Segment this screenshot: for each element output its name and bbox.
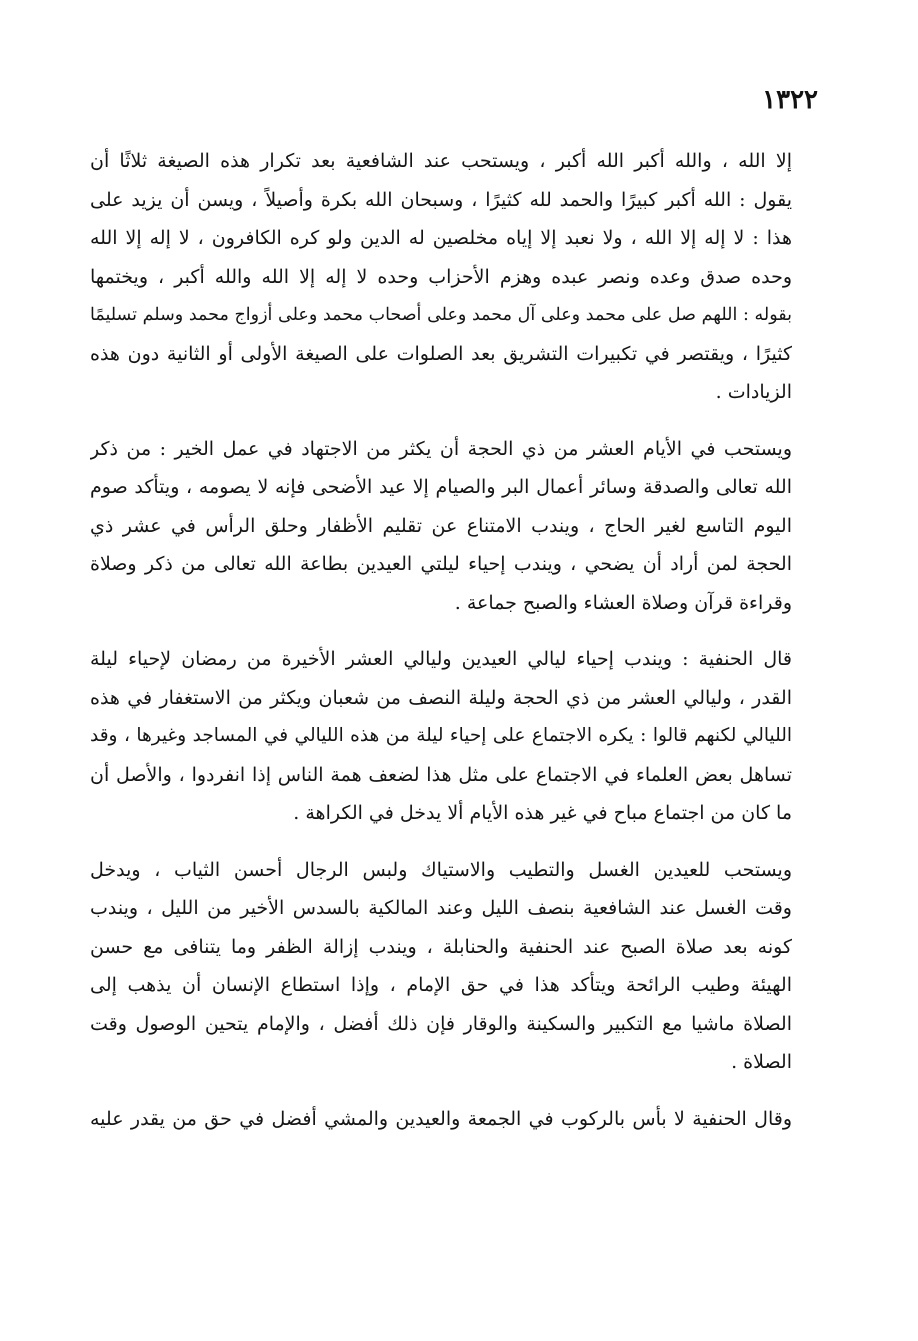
text-line: كثيرًا ، ويقتصر في تكبيرات التشريق بعد الصلوات على الصيغة الأولى أو الثانية دون هذه: [90, 342, 792, 365]
text-line: القدر ، وليالي العشر من ذي الحجة وليلة النصف من شعبان ويكثر من الاستغفار في هذه: [90, 686, 792, 709]
text-line: الليالي لكنهم قالوا : يكره الاجتماع على إحياء ليلة من هذه الليالي في المساجد وغيرها ، وقد: [90, 725, 792, 746]
text-line: بقوله : اللهم صل على محمد وعلى آل محمد وعلى أصحاب محمد وعلى أزواج محمد وسلم تسليمًا: [90, 305, 792, 325]
text-line: وقراءة قرآن وصلاة العشاء والصبح جماعة .: [454, 591, 792, 614]
paragraph-3: [90, 640, 792, 833]
paragraph-2: [90, 430, 792, 623]
text-line: وحده صدق وعده ونصر عبده وهزم الأحزاب وحده لا إله إلا الله والله أكبر ، ويختمها: [90, 265, 792, 288]
text-line: كونه بعد صلاة الصبح عند الحنفية والحنابلة ، ويندب إزالة الظفر وما يتنافى مع حسن: [90, 935, 792, 958]
page-number: ١٣٢٢: [762, 85, 818, 115]
text-line: اليوم التاسع لغير الحاج ، ويندب الامتناع عن تقليم الأظفار وحلق الرأس في عشر ذي: [90, 514, 792, 537]
text-line: الصلاة .: [731, 1051, 792, 1073]
text-line: الهيئة وطيب الرائحة ويتأكد هذا في حق الإمام ، وإذا استطاع الإنسان أن يذهب إلى: [90, 974, 792, 996]
body-text: [90, 142, 792, 1138]
text-line: ويستحب في الأيام العشر من ذي الحجة أن يكثر من الاجتهاد في عمل الخير : من ذكر: [90, 437, 792, 460]
paragraph-4: [90, 851, 792, 1082]
text-line: الزيادات .: [715, 381, 792, 403]
text-line: وقال الحنفية لا بأس بالركوب في الجمعة والعيدين والمشي أفضل في حق من يقدر عليه: [90, 1107, 792, 1130]
text-line: هذا : لا إله إلا الله ، ولا نعبد إلا إياه مخلصين له الدين ولو كره الكافرون ، لا إله إلا الله: [90, 227, 792, 249]
paragraph-1: [90, 142, 792, 412]
text-line: تساهل بعض العلماء في الاجتماع على مثل هذا لضعف همة الناس إذا انفردوا ، والأصل أن: [90, 763, 792, 786]
text-line: الحجة لمن أراد أن يضحي ، ويندب إحياء ليلتي العيدين بطاعة الله تعالى من ذكر وصلاة: [90, 553, 792, 575]
text-line: الله تعالى والصدقة وسائر أعمال البر والصيام إلا عيد الأضحى فإنه لا يصومه ، ويتأكد صوم: [90, 476, 792, 498]
text-line: قال الحنفية : ويندب إحياء ليالي العيدين وليالي العشر الأخيرة من رمضان لإحياء ليلة: [90, 648, 792, 670]
text-line: ويستحب للعيدين الغسل والتطيب والاستياك ولبس الرجال أحسن الثياب ، ويدخل: [90, 858, 792, 881]
text-line: الصلاة ماشيا مع التكبير والسكينة والوقار فإن ذلك أفضل ، والإمام يتحين الوصول وقت: [90, 1012, 792, 1035]
text-line: وقت الغسل عند الشافعية بنصف الليل وعند المالكية بالسدس الأخير من الليل ، ويندب: [90, 897, 792, 919]
text-line: ما كان من اجتماع مباح في غير هذه الأيام ألا يدخل في الكراهة .: [293, 802, 792, 824]
text-line: إلا الله ، والله أكبر الله أكبر ، ويستحب عند الشافعية بعد تكرار هذه الصيغة ثلاثًا أن: [90, 150, 792, 172]
text-line: يقول : الله أكبر كبيرًا والحمد لله كثيرًا ، وسبحان الله بكرة وأصيلاً ، ويسن أن يزيد على: [90, 188, 792, 211]
paragraph-5: [90, 1100, 792, 1139]
